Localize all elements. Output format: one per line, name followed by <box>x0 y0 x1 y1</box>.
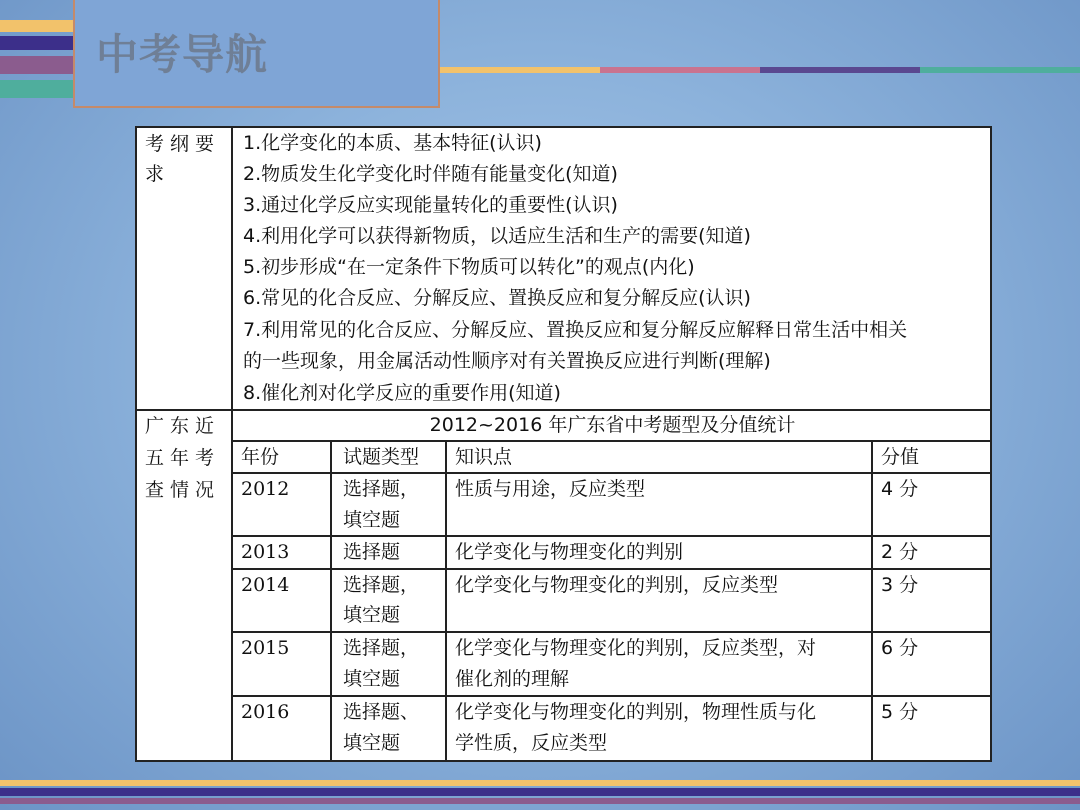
table-cell-year: 2015 <box>241 637 290 659</box>
requirement-item: 7.利用常见的化合反应、分解反应、置换反应和复分解反应解释日常生活中相关 <box>243 319 908 341</box>
requirement-item: 6.常见的化合反应、分解反应、置换反应和复分解反应(认识) <box>243 287 751 309</box>
table-cell-knowledge: 催化剂的理解 <box>455 668 570 690</box>
right-line-teal <box>920 67 1080 73</box>
column-header-year: 年份 <box>241 446 280 468</box>
exam-label-line3: 查情况 <box>145 479 221 501</box>
right-line-purple <box>760 67 920 73</box>
bottom-stripe-purple <box>0 798 1080 804</box>
table-cell-type: 填空题 <box>343 604 401 626</box>
table-cell-type: 选择题、 <box>343 701 420 723</box>
left-stripe-purple <box>0 56 75 74</box>
table-cell-year: 2012 <box>241 478 290 500</box>
table-cell-knowledge: 化学变化与物理变化的判别，反应类型，对 <box>455 637 817 659</box>
bottom-decoration <box>0 776 1080 810</box>
exam-label-line1: 广东近 <box>145 415 221 437</box>
requirement-item: 4.利用化学可以获得新物质，以适应生活和生产的需要(知道) <box>243 225 751 247</box>
col-divider-year <box>330 440 332 760</box>
table-cell-year: 2014 <box>241 574 290 596</box>
table-cell-type: 选择题， <box>343 574 420 596</box>
requirement-item: 1.化学变化的本质、基本特征(认识) <box>243 132 542 154</box>
left-stripe-teal <box>0 80 75 98</box>
right-line-yellow <box>440 67 600 73</box>
bottom-stripe-yellow <box>0 780 1080 786</box>
requirements-table <box>135 126 992 762</box>
bottom-stripe-navy <box>0 788 1080 796</box>
table-cell-year: 2016 <box>241 701 290 723</box>
left-stripe-navy <box>0 36 75 50</box>
table-cell-score: 3 分 <box>881 574 919 596</box>
requirement-item: 2.物质发生化学变化时伴随有能量变化(知道) <box>243 163 618 185</box>
exam-table-heading: 2012~2016 年广东省中考题型及分值统计 <box>429 414 796 436</box>
table-cell-knowledge: 学性质，反应类型 <box>455 732 608 754</box>
table-cell-score: 2 分 <box>881 541 919 563</box>
table-cell-score: 5 分 <box>881 701 919 723</box>
table-cell-knowledge: 化学变化与物理变化的判别，反应类型 <box>455 574 779 596</box>
requirements-label-line1: 考纲要 <box>145 133 221 155</box>
col-divider-type <box>445 440 447 760</box>
requirement-item: 8.催化剂对化学反应的重要作用(知道) <box>243 382 561 404</box>
right-line-pink <box>600 67 760 73</box>
column-header-type: 试题类型 <box>343 446 420 468</box>
table-cell-type: 选择题， <box>343 478 420 500</box>
table-cell-knowledge: 性质与用途，反应类型 <box>455 478 646 500</box>
table-cell-score: 6 分 <box>881 637 919 659</box>
left-stripe-yellow <box>0 20 75 32</box>
table-cell-type: 填空题 <box>343 509 401 531</box>
requirements-label-line2: 求 <box>145 163 171 185</box>
table-cell-type: 填空题 <box>343 668 401 690</box>
table-cell-knowledge: 化学变化与物理变化的判别，物理性质与化 <box>455 701 817 723</box>
exam-label-line2: 五年考 <box>145 447 221 469</box>
column-header-knowledge: 知识点 <box>455 446 513 468</box>
column-header-score: 分值 <box>881 446 920 468</box>
table-cell-type: 填空题 <box>343 732 401 754</box>
requirement-item: 3.通过化学反应实现能量转化的重要性(认识) <box>243 194 618 216</box>
table-cell-year: 2013 <box>241 541 290 563</box>
table-cell-type: 选择题 <box>343 541 401 563</box>
table-cell-score: 4 分 <box>881 478 919 500</box>
slide-title: 中考导航 <box>96 30 269 79</box>
table-cell-type: 选择题， <box>343 637 420 659</box>
label-column-divider <box>231 128 233 760</box>
requirement-item: 5.初步形成“在一定条件下物质可以转化”的观点(内化) <box>243 256 695 278</box>
table-cell-knowledge: 化学变化与物理变化的判别 <box>455 541 684 563</box>
requirement-item: 的一些现象，用金属活动性顺序对有关置换反应进行判断(理解) <box>243 350 771 372</box>
col-divider-knowledge <box>871 440 873 760</box>
